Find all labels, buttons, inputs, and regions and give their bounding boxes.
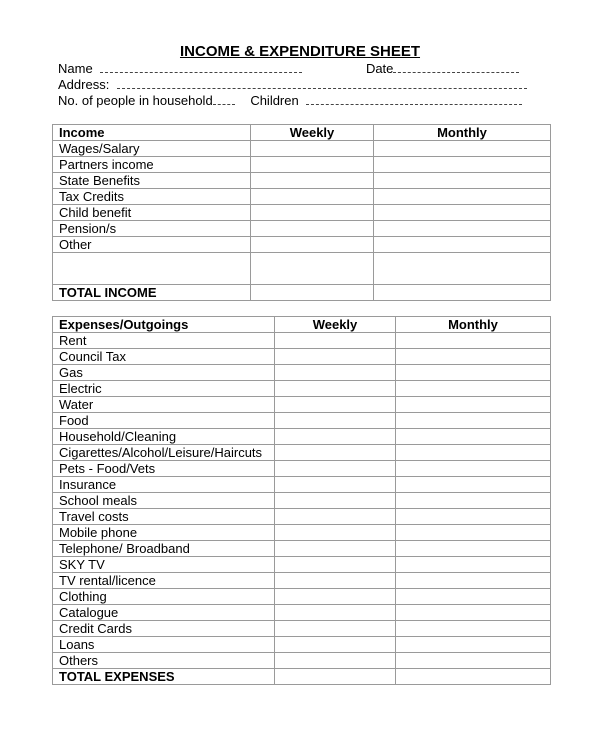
row-label: Mobile phone	[53, 525, 275, 541]
weekly-header: Weekly	[251, 125, 374, 141]
weekly-cell[interactable]	[251, 157, 374, 173]
table-row	[53, 173, 551, 189]
weekly-cell[interactable]	[275, 525, 396, 541]
monthly-cell[interactable]	[374, 253, 551, 285]
row-label: Water	[53, 397, 275, 413]
people-field[interactable]	[213, 93, 235, 105]
monthly-cell[interactable]	[396, 461, 551, 477]
table-row	[53, 445, 551, 461]
address-field[interactable]	[117, 77, 527, 89]
table-row	[53, 189, 551, 205]
monthly-cell[interactable]	[396, 349, 551, 365]
row-label: Food	[53, 413, 275, 429]
row-label: Other	[53, 237, 251, 253]
weekly-cell[interactable]	[275, 541, 396, 557]
table-row	[53, 653, 551, 669]
weekly-cell[interactable]	[275, 381, 396, 397]
row-label: Pets - Food/Vets	[53, 461, 275, 477]
weekly-cell[interactable]	[275, 397, 396, 413]
name-field[interactable]	[100, 61, 302, 73]
table-row	[53, 637, 551, 653]
date-label: Date	[365, 61, 394, 76]
table-row	[53, 509, 551, 525]
table-row	[53, 333, 551, 349]
weekly-cell[interactable]	[275, 605, 396, 621]
monthly-cell[interactable]	[374, 237, 551, 253]
people-label: No. of people in household	[58, 93, 213, 108]
table-row	[53, 157, 551, 173]
row-label	[53, 253, 251, 285]
weekly-cell[interactable]	[251, 205, 374, 221]
row-label: Child benefit	[53, 205, 251, 221]
row-label: Others	[53, 653, 275, 669]
name-label: Name	[58, 61, 93, 76]
monthly-cell[interactable]	[396, 637, 551, 653]
table-row	[53, 477, 551, 493]
weekly-cell[interactable]	[251, 221, 374, 237]
children-label: Children	[250, 93, 299, 108]
weekly-cell[interactable]	[251, 141, 374, 157]
monthly-header: Monthly	[396, 317, 551, 333]
weekly-cell[interactable]	[275, 429, 396, 445]
date-field[interactable]	[393, 61, 519, 73]
monthly-cell[interactable]	[396, 445, 551, 461]
weekly-cell[interactable]	[251, 173, 374, 189]
monthly-cell[interactable]	[396, 605, 551, 621]
table-row	[53, 429, 551, 445]
income-header: Income	[53, 125, 251, 141]
weekly-cell[interactable]	[251, 189, 374, 205]
monthly-cell[interactable]	[396, 669, 551, 685]
row-label: Telephone/ Broadband	[53, 541, 275, 557]
expenses-table	[52, 316, 551, 685]
table-row	[53, 541, 551, 557]
monthly-cell[interactable]	[396, 557, 551, 573]
table-row	[53, 573, 551, 589]
table-row	[53, 237, 551, 253]
weekly-cell[interactable]	[251, 285, 374, 301]
row-label: Household/Cleaning	[53, 429, 275, 445]
weekly-cell[interactable]	[275, 445, 396, 461]
weekly-cell[interactable]	[275, 349, 396, 365]
row-label: Council Tax	[53, 349, 275, 365]
row-label: Travel costs	[53, 509, 275, 525]
monthly-cell[interactable]	[396, 365, 551, 381]
monthly-cell[interactable]	[374, 189, 551, 205]
weekly-cell[interactable]	[251, 253, 374, 285]
monthly-cell[interactable]	[396, 509, 551, 525]
household-line	[58, 93, 522, 109]
monthly-cell[interactable]	[396, 589, 551, 605]
total-row	[53, 285, 551, 301]
table-row	[53, 205, 551, 221]
table-row	[53, 397, 551, 413]
row-label: Loans	[53, 637, 275, 653]
row-label: State Benefits	[53, 173, 251, 189]
monthly-cell[interactable]	[396, 653, 551, 669]
monthly-cell[interactable]	[396, 429, 551, 445]
row-label: Rent	[53, 333, 275, 349]
monthly-cell[interactable]	[396, 525, 551, 541]
row-label: Wages/Salary	[53, 141, 251, 157]
weekly-cell[interactable]	[275, 413, 396, 429]
monthly-cell[interactable]	[396, 397, 551, 413]
monthly-cell[interactable]	[374, 221, 551, 237]
weekly-cell[interactable]	[275, 621, 396, 637]
total-row	[53, 669, 551, 685]
table-row	[53, 557, 551, 573]
name-line	[58, 61, 519, 77]
total-label: TOTAL INCOME	[53, 285, 251, 301]
address-label: Address:	[58, 77, 110, 92]
row-label: Credit Cards	[53, 621, 275, 637]
table-row	[53, 461, 551, 477]
row-label: Electric	[53, 381, 275, 397]
monthly-cell[interactable]	[374, 173, 551, 189]
weekly-cell[interactable]	[275, 557, 396, 573]
page-title: INCOME & EXPENDITURE SHEET	[179, 43, 421, 60]
table-row	[53, 589, 551, 605]
monthly-cell[interactable]	[396, 333, 551, 349]
table-row	[53, 141, 551, 157]
weekly-cell[interactable]	[275, 493, 396, 509]
row-label: Clothing	[53, 589, 275, 605]
table-row	[53, 621, 551, 637]
monthly-cell[interactable]	[374, 141, 551, 157]
table-row	[53, 493, 551, 509]
address-line	[58, 77, 527, 93]
monthly-cell[interactable]	[396, 493, 551, 509]
table-row	[53, 365, 551, 381]
row-label: Pension/s	[53, 221, 251, 237]
income-table	[52, 124, 551, 301]
row-label: Catalogue	[53, 605, 275, 621]
expenses-header: Expenses/Outgoings	[53, 317, 275, 333]
row-label: Gas	[53, 365, 275, 381]
weekly-cell[interactable]	[251, 237, 374, 253]
row-label: Tax Credits	[53, 189, 251, 205]
table-row	[53, 349, 551, 365]
row-label: Insurance	[53, 477, 275, 493]
weekly-cell[interactable]	[275, 509, 396, 525]
weekly-cell[interactable]	[275, 637, 396, 653]
table-row	[53, 605, 551, 621]
monthly-cell[interactable]	[396, 573, 551, 589]
monthly-header: Monthly	[374, 125, 551, 141]
monthly-cell[interactable]	[396, 381, 551, 397]
row-label: Cigarettes/Alcohol/Leisure/Haircuts	[53, 445, 275, 461]
monthly-cell[interactable]	[374, 285, 551, 301]
row-label: TV rental/licence	[53, 573, 275, 589]
weekly-cell[interactable]	[275, 589, 396, 605]
row-label: School meals	[53, 493, 275, 509]
table-row	[53, 221, 551, 237]
table-row	[53, 381, 551, 397]
table-row	[53, 253, 551, 285]
weekly-cell[interactable]	[275, 365, 396, 381]
weekly-cell[interactable]	[275, 461, 396, 477]
row-label: Partners income	[53, 157, 251, 173]
monthly-cell[interactable]	[396, 477, 551, 493]
weekly-cell[interactable]	[275, 669, 396, 685]
total-label: TOTAL EXPENSES	[53, 669, 275, 685]
weekly-cell[interactable]	[275, 333, 396, 349]
monthly-cell[interactable]	[396, 413, 551, 429]
monthly-cell[interactable]	[374, 205, 551, 221]
weekly-cell[interactable]	[275, 653, 396, 669]
weekly-cell[interactable]	[275, 573, 396, 589]
children-field[interactable]	[306, 93, 522, 105]
row-label: SKY TV	[53, 557, 275, 573]
table-row	[53, 525, 551, 541]
monthly-cell[interactable]	[374, 157, 551, 173]
monthly-cell[interactable]	[396, 621, 551, 637]
weekly-cell[interactable]	[275, 477, 396, 493]
table-row	[53, 413, 551, 429]
weekly-header: Weekly	[275, 317, 396, 333]
monthly-cell[interactable]	[396, 541, 551, 557]
